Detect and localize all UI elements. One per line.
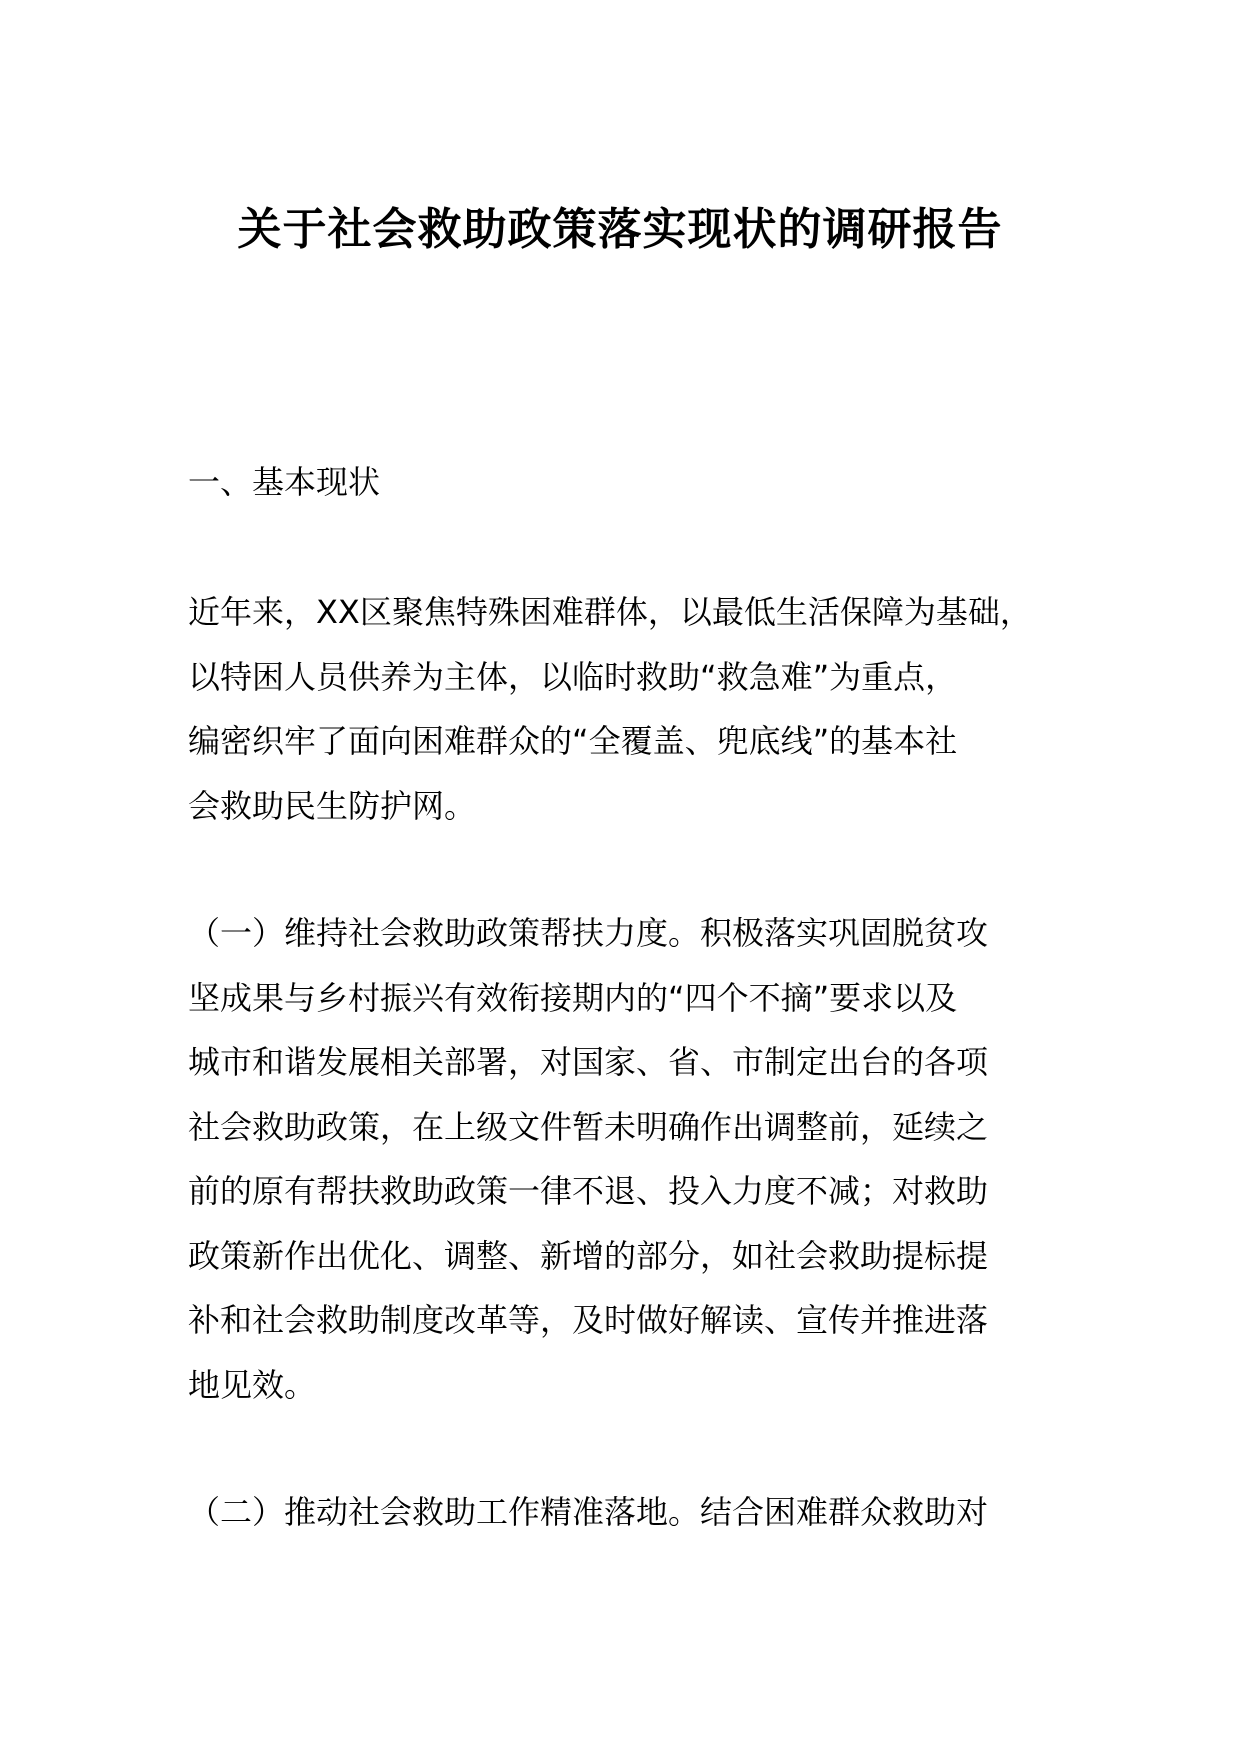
- intro-paragraph: 近年来，XX区聚焦特殊困难群体，以最低生活保障为基础， 以特困人员供养为主体，以临时救助“救急难”为重点， 编密织牢了面向困难群众的“全覆盖、兜底线”的基本社 会救助民生防护网。: [188, 593, 1032, 825]
- subsection-2-paragraph: （二）推动社会救助工作精准落地。结合困难群众救助对: [188, 1493, 989, 1531]
- document-title: 关于社会救助政策落实现状的调研报告: [237, 204, 1003, 255]
- section-heading: 一、基本现状: [188, 463, 381, 501]
- subsection-1-paragraph: （一）维持社会救助政策帮扶力度。积极落实巩固脱贫攻 坚成果与乡村振兴有效衔接期内的“四个不摘”要求以及 城市和谐发展相关部署，对国家、省、市制定出台的各项 社会救助政策，在上级文件暂未明确作出调整前，延续之 前的原有帮扶救助政策一律不退、投入力度不减；对救助 政策新作出优化、调整、新增的部分，如社会救助提标提 补和社会救助制度改革等，及时做好解读、宣传并推进落 地见效。: [188, 914, 989, 1404]
